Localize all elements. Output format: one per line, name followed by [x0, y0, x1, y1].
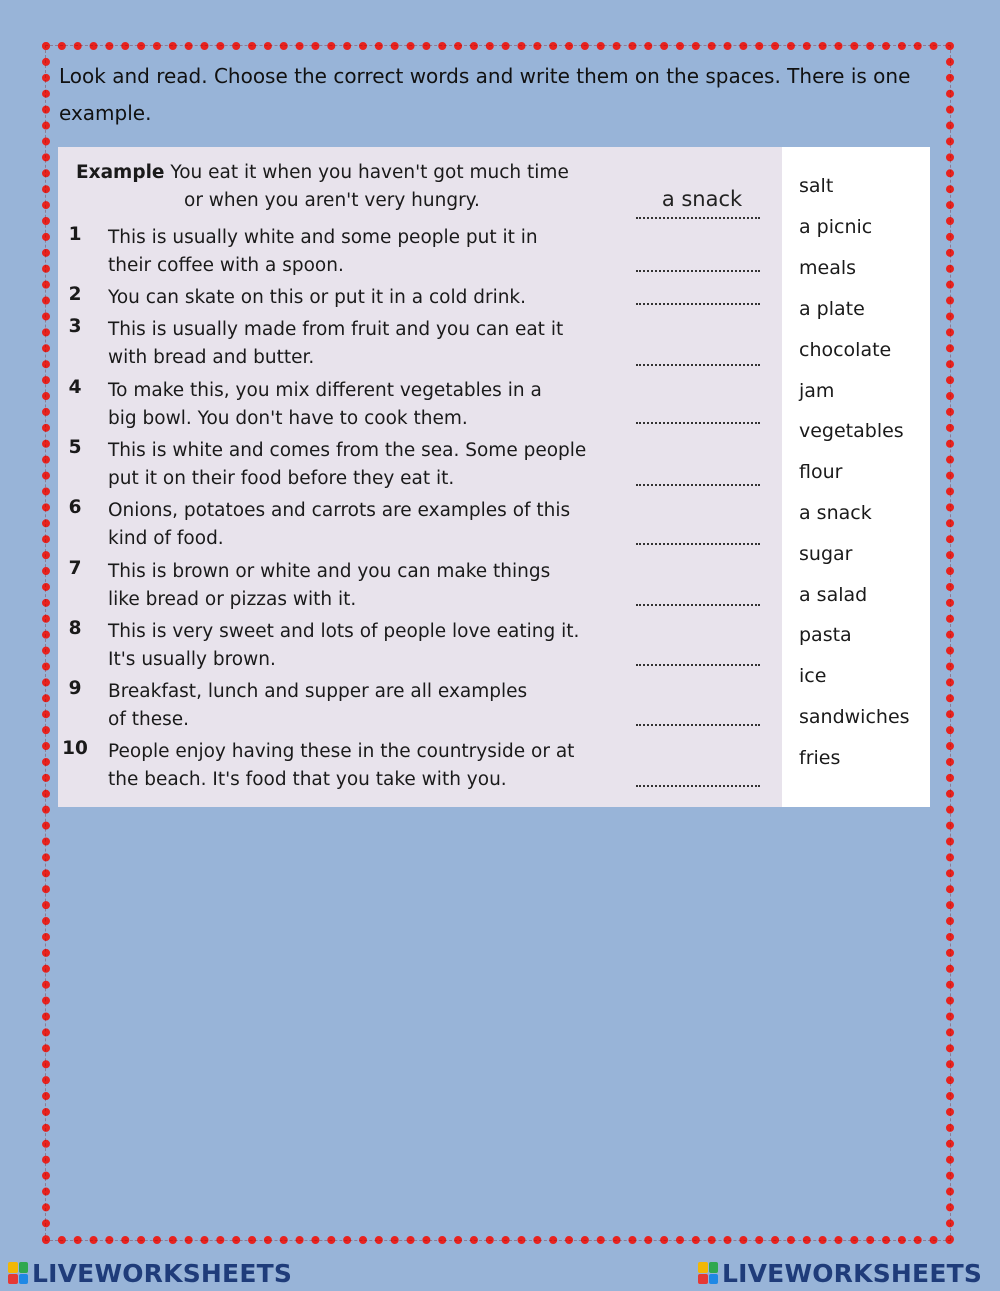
- question-line2: put it on their food before they eat it.: [108, 468, 455, 489]
- example-line2: or when you aren't very hungry.: [184, 190, 480, 211]
- questions-panel: [58, 147, 782, 807]
- question-line1: People enjoy having these in the countryside or at: [108, 741, 575, 762]
- word-bank-item: a plate: [799, 298, 865, 320]
- question-line1: This is very sweet and lots of people love eating it.: [108, 621, 580, 642]
- answer-blank-10[interactable]: [636, 785, 760, 787]
- question-line1: You can skate on this or put it in a cold drink.: [108, 287, 527, 308]
- question-line1: Onions, potatoes and carrots are examples of this: [108, 500, 571, 521]
- logo-square: [698, 1274, 708, 1285]
- word-bank-item: sandwiches: [799, 706, 910, 728]
- question-number: 10: [62, 738, 88, 759]
- question-number: 1: [68, 224, 82, 245]
- example-label: Example: [76, 162, 165, 183]
- answer-blank-8[interactable]: [636, 664, 760, 666]
- answer-blank-5[interactable]: [636, 484, 760, 486]
- example-answer-line: [636, 217, 760, 219]
- logo-square: [709, 1262, 719, 1273]
- example-line1: You eat it when you haven't got much time: [170, 162, 569, 183]
- question-number: 9: [68, 678, 82, 699]
- example-answer: a snack: [661, 187, 743, 211]
- question-line2: like bread or pizzas with it.: [108, 589, 357, 610]
- logo-text: LIVEWORKSHEETS: [722, 1258, 983, 1288]
- question-line2: of these.: [108, 709, 189, 730]
- word-bank-item: salt: [799, 175, 834, 197]
- question-line2: with bread and butter.: [108, 347, 315, 368]
- logo-square: [698, 1262, 708, 1273]
- answer-blank-9[interactable]: [636, 724, 760, 726]
- question-line1: Breakfast, lunch and supper are all examples: [108, 681, 528, 702]
- question-number: 3: [68, 316, 82, 337]
- word-bank-item: sugar: [799, 543, 853, 565]
- word-bank-item: fries: [799, 747, 841, 769]
- question-number: 6: [68, 497, 82, 518]
- liveworksheets-logo-icon: [8, 1262, 28, 1284]
- word-bank: [782, 147, 930, 807]
- word-bank-item: a snack: [799, 502, 872, 524]
- word-bank-item: pasta: [799, 624, 852, 646]
- word-bank-item: flour: [799, 461, 843, 483]
- word-bank-item: meals: [799, 257, 857, 279]
- logo-square: [709, 1274, 719, 1285]
- logo-square: [19, 1262, 29, 1273]
- question-line2: It's usually brown.: [108, 649, 276, 670]
- instructions-text: Look and read. Choose the correct words and write them on the spaces. There is one example.: [59, 64, 911, 125]
- question-number: 7: [68, 558, 82, 579]
- question-line2: the beach. It's food that you take with you.: [108, 769, 507, 790]
- answer-blank-2[interactable]: [636, 303, 760, 305]
- question-number: 2: [68, 284, 82, 305]
- question-line2: their coffee with a spoon.: [108, 255, 344, 276]
- answer-blank-6[interactable]: [636, 543, 760, 545]
- word-bank-item: chocolate: [799, 339, 892, 361]
- answer-blank-4[interactable]: [636, 422, 760, 424]
- liveworksheets-logo-left: [8, 1258, 292, 1288]
- logo-square: [8, 1274, 18, 1285]
- word-bank-item: a salad: [799, 584, 868, 606]
- liveworksheets-logo-right: [698, 1258, 982, 1288]
- question-number: 8: [68, 618, 82, 639]
- answer-blank-1[interactable]: [636, 270, 760, 272]
- worksheet-table: [58, 147, 930, 807]
- logo-text: LIVEWORKSHEETS: [32, 1258, 293, 1288]
- question-line2: big bowl. You don't have to cook them.: [108, 408, 468, 429]
- question-number: 5: [68, 437, 82, 458]
- question-line1: To make this, you mix different vegetables in a: [108, 380, 542, 401]
- word-bank-item: ice: [799, 665, 827, 687]
- logo-square: [8, 1262, 18, 1273]
- logo-square: [19, 1274, 29, 1285]
- question-line1: This is usually made from fruit and you can eat it: [108, 319, 564, 340]
- question-line2: kind of food.: [108, 528, 224, 549]
- question-line1: This is usually white and some people put it in: [108, 227, 538, 248]
- question-line1: This is white and comes from the sea. Some people: [108, 440, 587, 461]
- answer-blank-3[interactable]: [636, 364, 760, 366]
- liveworksheets-logo-icon: [698, 1262, 718, 1284]
- word-bank-item: vegetables: [799, 420, 904, 442]
- word-bank-item: jam: [799, 380, 835, 402]
- question-line1: This is brown or white and you can make things: [108, 561, 551, 582]
- word-bank-item: a picnic: [799, 216, 873, 238]
- question-number: 4: [68, 377, 82, 398]
- answer-blank-7[interactable]: [636, 604, 760, 606]
